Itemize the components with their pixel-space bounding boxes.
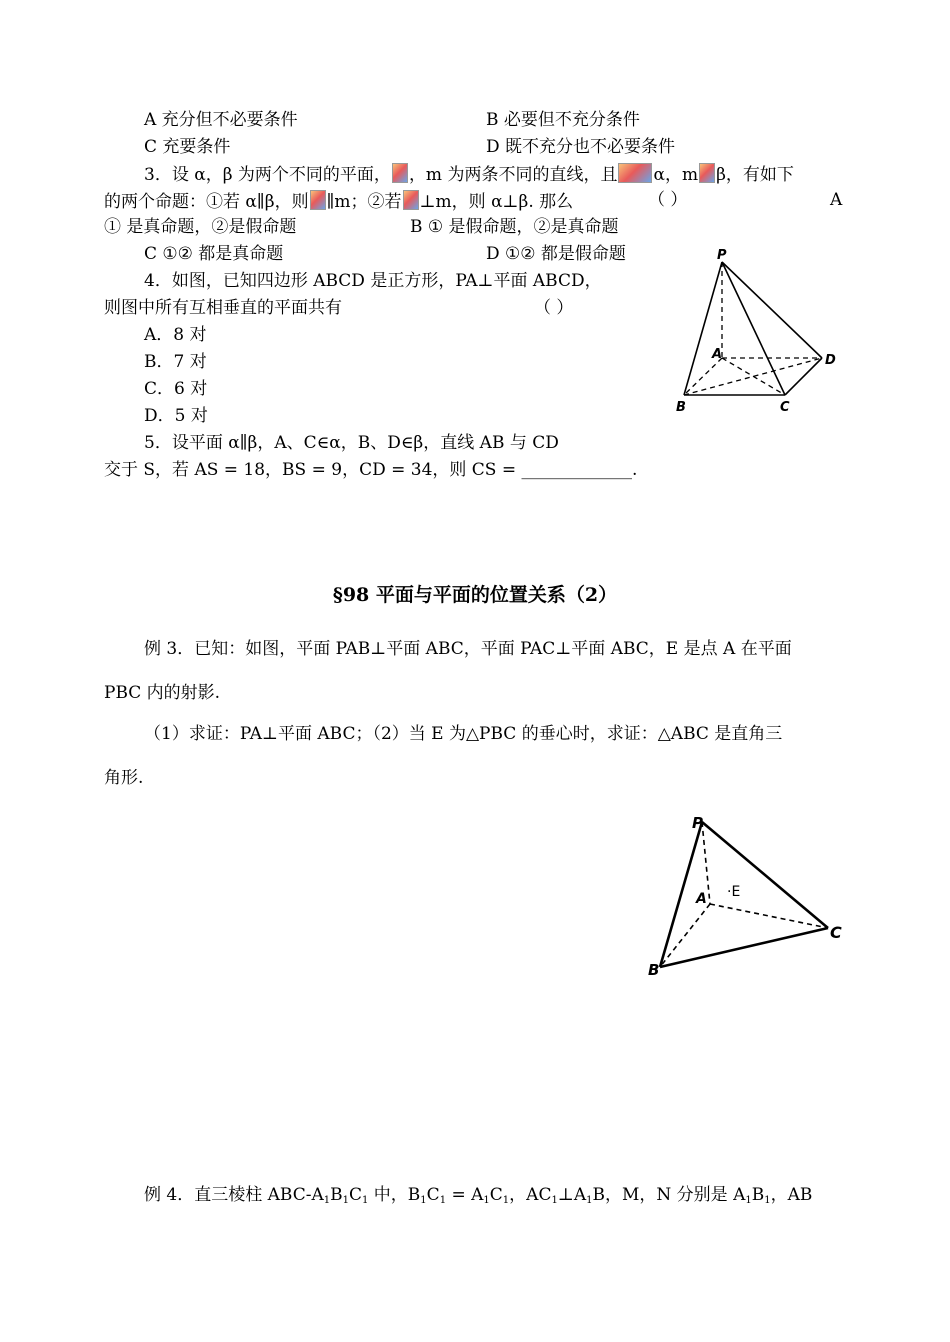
subscript: 1 xyxy=(551,1195,558,1206)
q3-text: 3．设 α，β 为两个不同的平面， xyxy=(144,165,391,185)
edge-cd xyxy=(785,358,822,395)
subscript: 1 xyxy=(502,1195,510,1206)
q4-option-b: B．7 对 xyxy=(144,352,207,372)
q5-line1: 5．设平面 α∥β，A、C∈α，B、D∈β，直线 AB 与 CD xyxy=(144,433,559,453)
q3-option-a-letter: A xyxy=(830,190,843,210)
q4-option-d: D．5 对 xyxy=(144,406,208,426)
q3-text: ∥m；②若 xyxy=(326,192,402,212)
q3-text: β，有如下 xyxy=(716,165,794,185)
label-c: C xyxy=(830,923,842,942)
label-e: ·E xyxy=(727,884,741,900)
subscript: 1 xyxy=(362,1195,369,1206)
q4-option-c: C．6 对 xyxy=(144,379,208,399)
pyramid-figure xyxy=(670,245,850,420)
edge-pb xyxy=(684,262,722,395)
q4-line1: 4．如图，已知四边形 ABCD 是正方形，PA⊥平面 ABCD， xyxy=(144,271,602,291)
subscript: 1 xyxy=(342,1195,349,1206)
q3-text: ，m 为两条不同的直线，且 xyxy=(408,165,618,185)
label-p: P xyxy=(692,814,703,832)
section-title: §98 平面与平面的位置关系（2） xyxy=(332,584,618,606)
ex4-text: ，AC xyxy=(509,1185,552,1205)
ex4-line1 xyxy=(144,1185,812,1205)
subscript: 1 xyxy=(745,1195,752,1206)
q2-option-b: B 必要但不充分条件 xyxy=(486,110,640,130)
subscript: 1 xyxy=(483,1195,490,1206)
broken-image-icon xyxy=(699,163,715,183)
subscript: 1 xyxy=(764,1195,771,1206)
ex4-text: B xyxy=(751,1185,765,1205)
broken-image-icon xyxy=(392,163,408,183)
q2-option-a: A 充分但不必要条件 xyxy=(144,110,298,130)
label-d: D xyxy=(825,353,836,368)
label-b: B xyxy=(676,400,686,415)
subscript: 1 xyxy=(439,1195,447,1206)
edge-bc xyxy=(660,928,828,967)
label-c: C xyxy=(780,400,790,415)
ex4-text: 例 4．直三棱柱 ABC-A xyxy=(144,1185,324,1205)
tetrahedron-figure xyxy=(640,810,855,980)
edge-pd xyxy=(722,262,822,358)
q2-option-c: C 充要条件 xyxy=(144,137,231,157)
ex4-text: C xyxy=(426,1185,440,1205)
q3-option-b: B ① 是假命题，②是真命题 xyxy=(410,217,619,237)
q3-line1 xyxy=(144,163,794,185)
q3-answer-bracket: （ ） xyxy=(648,190,688,210)
ex4-text: = A xyxy=(446,1185,484,1205)
subscript: 1 xyxy=(586,1195,593,1206)
broken-image-icon xyxy=(618,163,652,183)
ex3-line3: （1）求证：PA⊥平面 ABC；（2）当 E 为△PBC 的垂心时，求证：△ABC 是直角三 xyxy=(144,724,783,744)
broken-image-icon xyxy=(310,190,326,210)
label-a: A xyxy=(696,891,707,907)
q3-text: ⊥m，则 α⊥β. 那么 xyxy=(419,192,574,212)
ex4-text: C xyxy=(489,1185,503,1205)
ex3-line4: 角形. xyxy=(104,768,144,788)
label-a: A xyxy=(712,347,723,362)
q3-option-c: C ①② 都是真命题 xyxy=(144,244,284,264)
q3-text: α，m xyxy=(653,165,699,185)
q5-line2: 交于 S，若 AS = 18，BS = 9，CD = 34，则 CS = _____________. xyxy=(104,460,638,480)
q4-option-a: A．8 对 xyxy=(144,325,207,345)
ex4-text: B xyxy=(330,1185,343,1205)
q4-answer-bracket: （ ） xyxy=(534,298,574,318)
ex4-text: ⊥A xyxy=(557,1185,587,1205)
edge-pc xyxy=(722,262,785,395)
ex4-text: 中，B xyxy=(368,1185,421,1205)
edge-ac xyxy=(710,904,828,928)
q3-option-d: D ①② 都是假命题 xyxy=(486,244,626,264)
q2-option-d: D 既不充分也不必要条件 xyxy=(486,137,676,157)
label-p: P xyxy=(717,248,727,263)
subscript: 1 xyxy=(420,1195,427,1206)
subscript: 1 xyxy=(323,1195,331,1206)
ex4-text: ，AB xyxy=(770,1185,813,1205)
q3-text: 的两个命题：①若 α∥β，则 xyxy=(104,192,309,212)
ex3-line1: 例 3．已知：如图，平面 PAB⊥平面 ABC，平面 PAC⊥平面 ABC，E 是点 A 在平面 xyxy=(144,639,792,659)
ex4-text: C xyxy=(349,1185,363,1205)
q3-line2 xyxy=(104,190,573,212)
ex4-text: B，M，N 分别是 A xyxy=(592,1185,746,1205)
broken-image-icon xyxy=(403,190,419,210)
ex3-line2: PBC 内的射影. xyxy=(104,683,221,703)
label-b: B xyxy=(648,961,660,979)
q3-option-a: ① 是真命题，②是假命题 xyxy=(104,217,297,237)
q4-line2: 则图中所有互相垂直的平面共有 xyxy=(104,298,342,318)
edge-pc xyxy=(702,822,828,928)
